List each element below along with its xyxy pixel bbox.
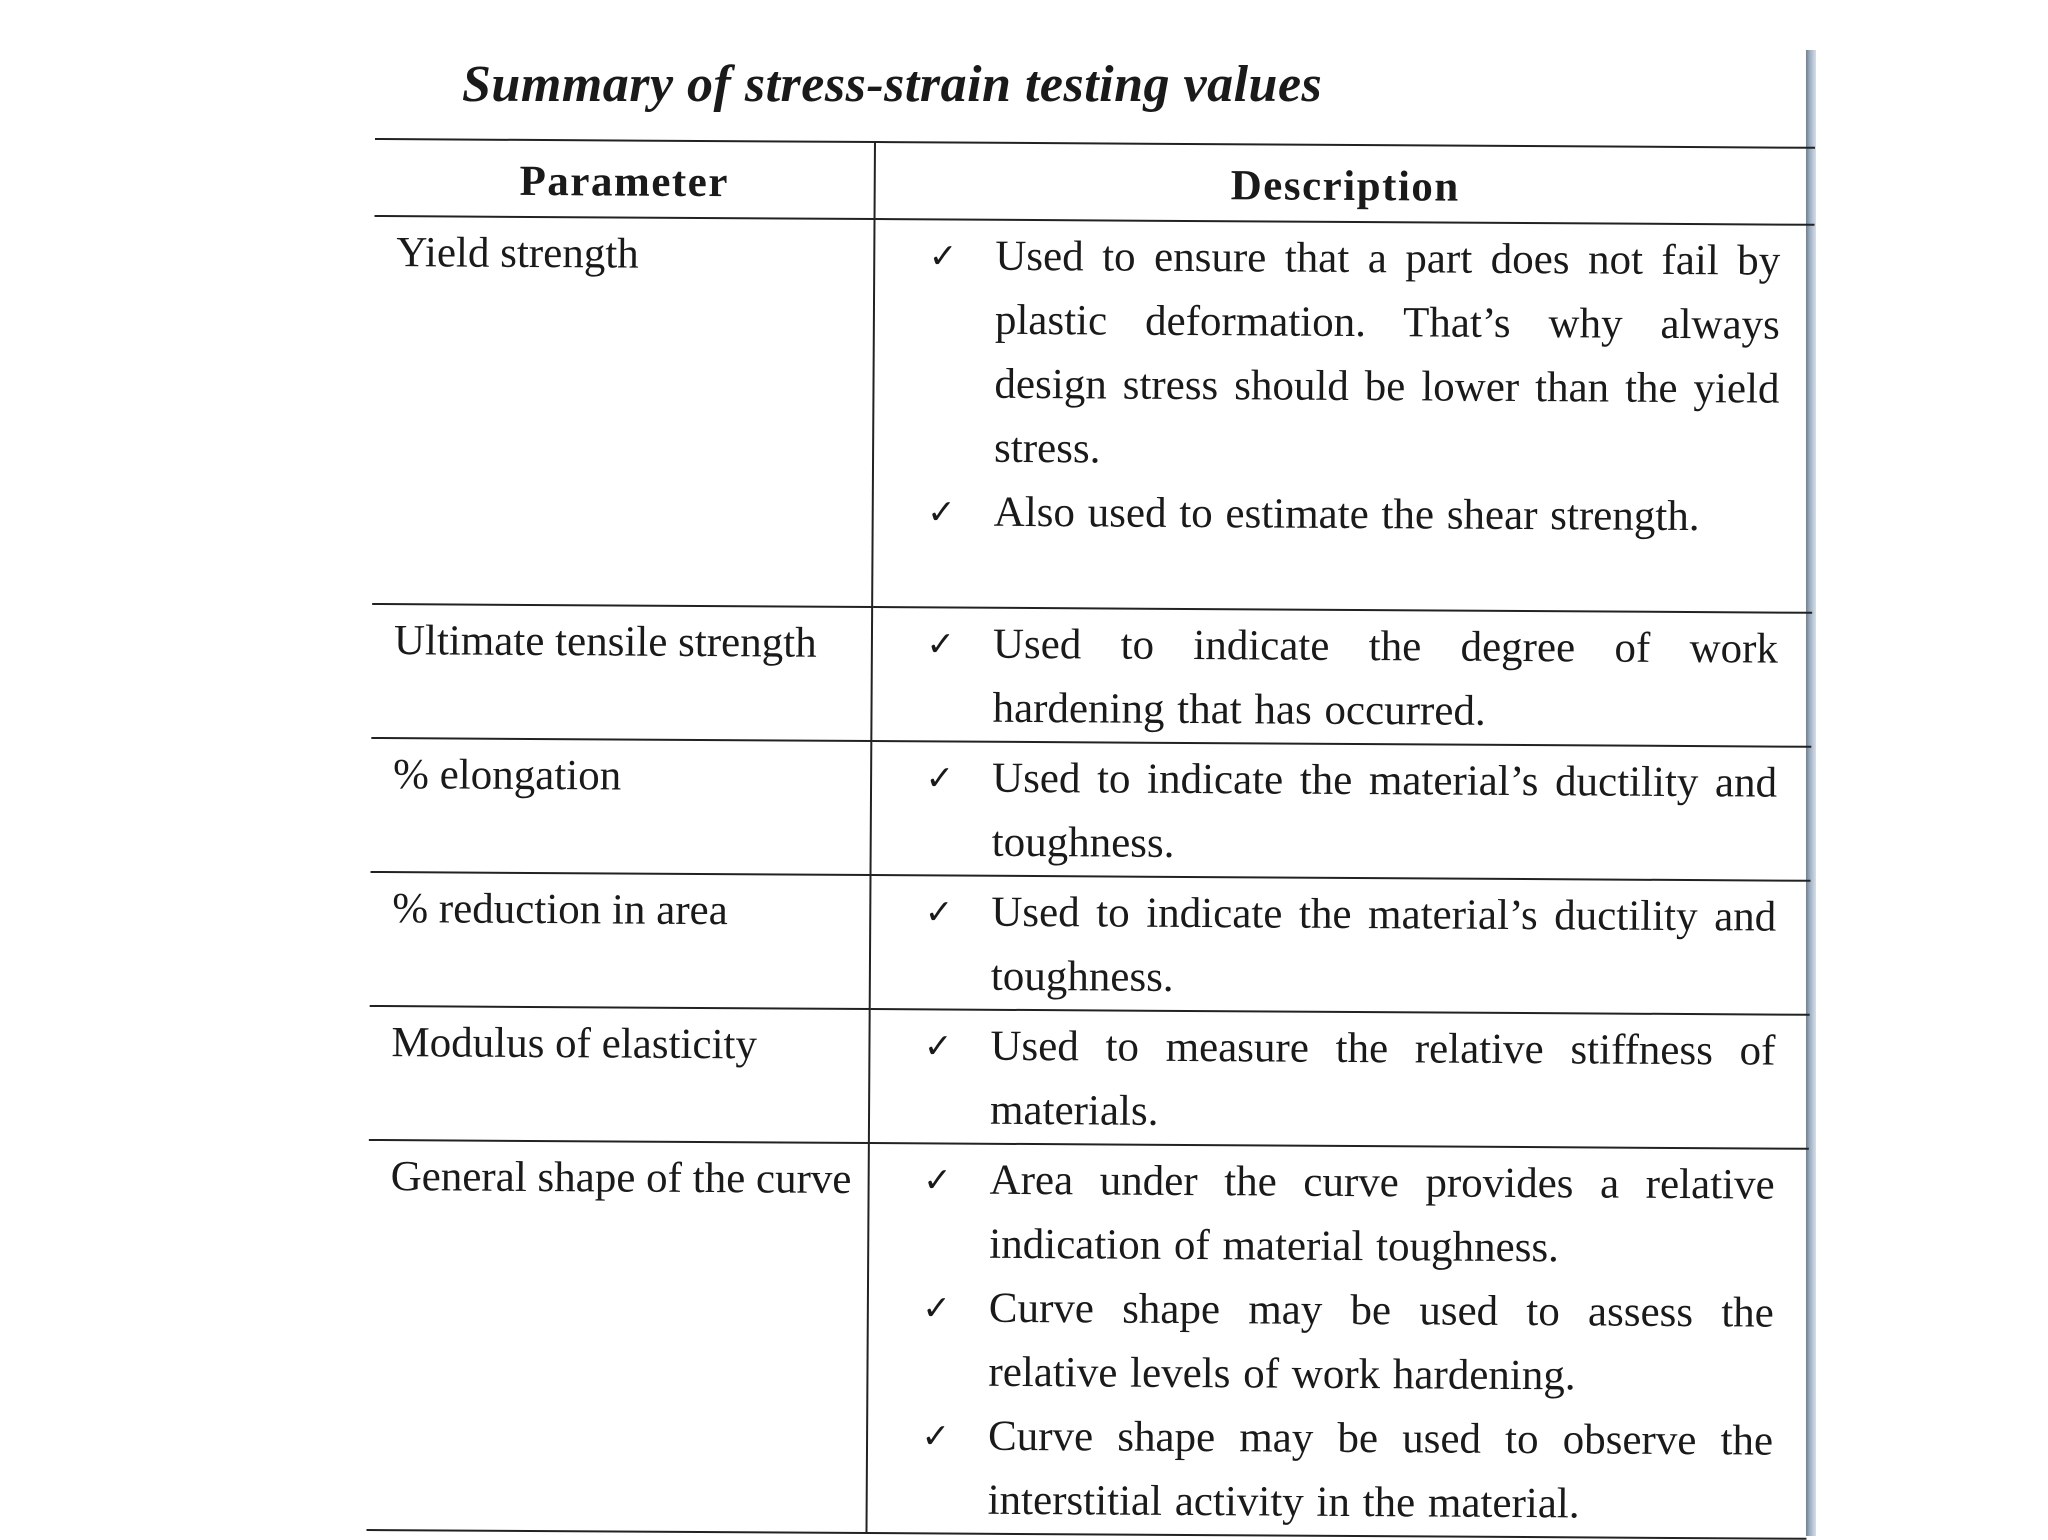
table-title: Summary of stress-strain testing values (462, 56, 1323, 113)
description-bullet (871, 880, 1777, 1014)
checkmark-icon: ✓ (924, 892, 954, 933)
bullet-text: Curve shape may be used to assess the relative levels of work hardening. (988, 1284, 1774, 1400)
description-bullet (872, 612, 1778, 746)
checkmark-icon: ✓ (926, 624, 956, 665)
description-bullet (872, 746, 1778, 880)
table-row (371, 738, 1812, 881)
parameter-cell: General shape of the curve (366, 1140, 868, 1533)
table-row (370, 872, 1811, 1015)
description-bullet (870, 1014, 1776, 1148)
description-cell (871, 607, 1812, 747)
description-bullet (868, 1276, 1774, 1410)
description-bullet (869, 1148, 1775, 1282)
description-cell (870, 875, 1811, 1015)
parameter-header: Parameter (375, 139, 875, 219)
checkmark-icon: ✓ (921, 1416, 951, 1457)
description-bullet (874, 224, 1781, 486)
bullet-text: Used to indicate the material’s ductility and toughness. (990, 888, 1777, 1001)
description-bullet (867, 1404, 1773, 1538)
table-row (372, 216, 1814, 613)
checkmark-icon: ✓ (923, 1026, 953, 1067)
parameter-cell: Yield strength (372, 216, 874, 607)
description-cell (872, 219, 1814, 613)
bullet-text: Curve shape may be used to observe the interstitial activity in the material. (987, 1412, 1774, 1528)
description-bullet (874, 480, 1779, 550)
bullet-text: Used to ensure that a part does not fail by plastic deformation. That’s why always design stress should be lower than the yield stress. (993, 232, 1781, 473)
checkmark-icon: ✓ (925, 758, 955, 799)
bullet-text: Used to measure the relative stiffness of materials. (989, 1022, 1776, 1135)
bullet-text: Area under the curve provides a relative indication of material toughness. (989, 1156, 1775, 1272)
table-row (371, 604, 1812, 747)
table-row (369, 1006, 1810, 1149)
description-cell (866, 1143, 1808, 1539)
bullet-text: Used to indicate the degree of work hardening that has occurred. (992, 620, 1779, 735)
parameter-cell: Ultimate tensile strength (371, 604, 872, 741)
bullet-text: Used to indicate the material’s ductility and toughness. (991, 754, 1778, 867)
description-cell (869, 1009, 1810, 1149)
parameter-cell: % reduction in area (370, 872, 871, 1009)
checkmark-icon: ✓ (923, 1160, 952, 1201)
parameter-cell: Modulus of elasticity (369, 1006, 870, 1143)
checkmark-icon: ✓ (928, 236, 958, 277)
checkmark-icon: ✓ (927, 492, 956, 533)
description-cell (871, 741, 1812, 881)
table-row (366, 1140, 1808, 1539)
parameter-cell: % elongation (371, 738, 872, 875)
checkmark-icon: ✓ (922, 1288, 951, 1329)
bullet-text: Also used to estimate the shear strength. (993, 488, 1700, 541)
header-row (375, 139, 1815, 225)
description-header: Description (875, 142, 1815, 225)
summary-table (366, 138, 1814, 1540)
